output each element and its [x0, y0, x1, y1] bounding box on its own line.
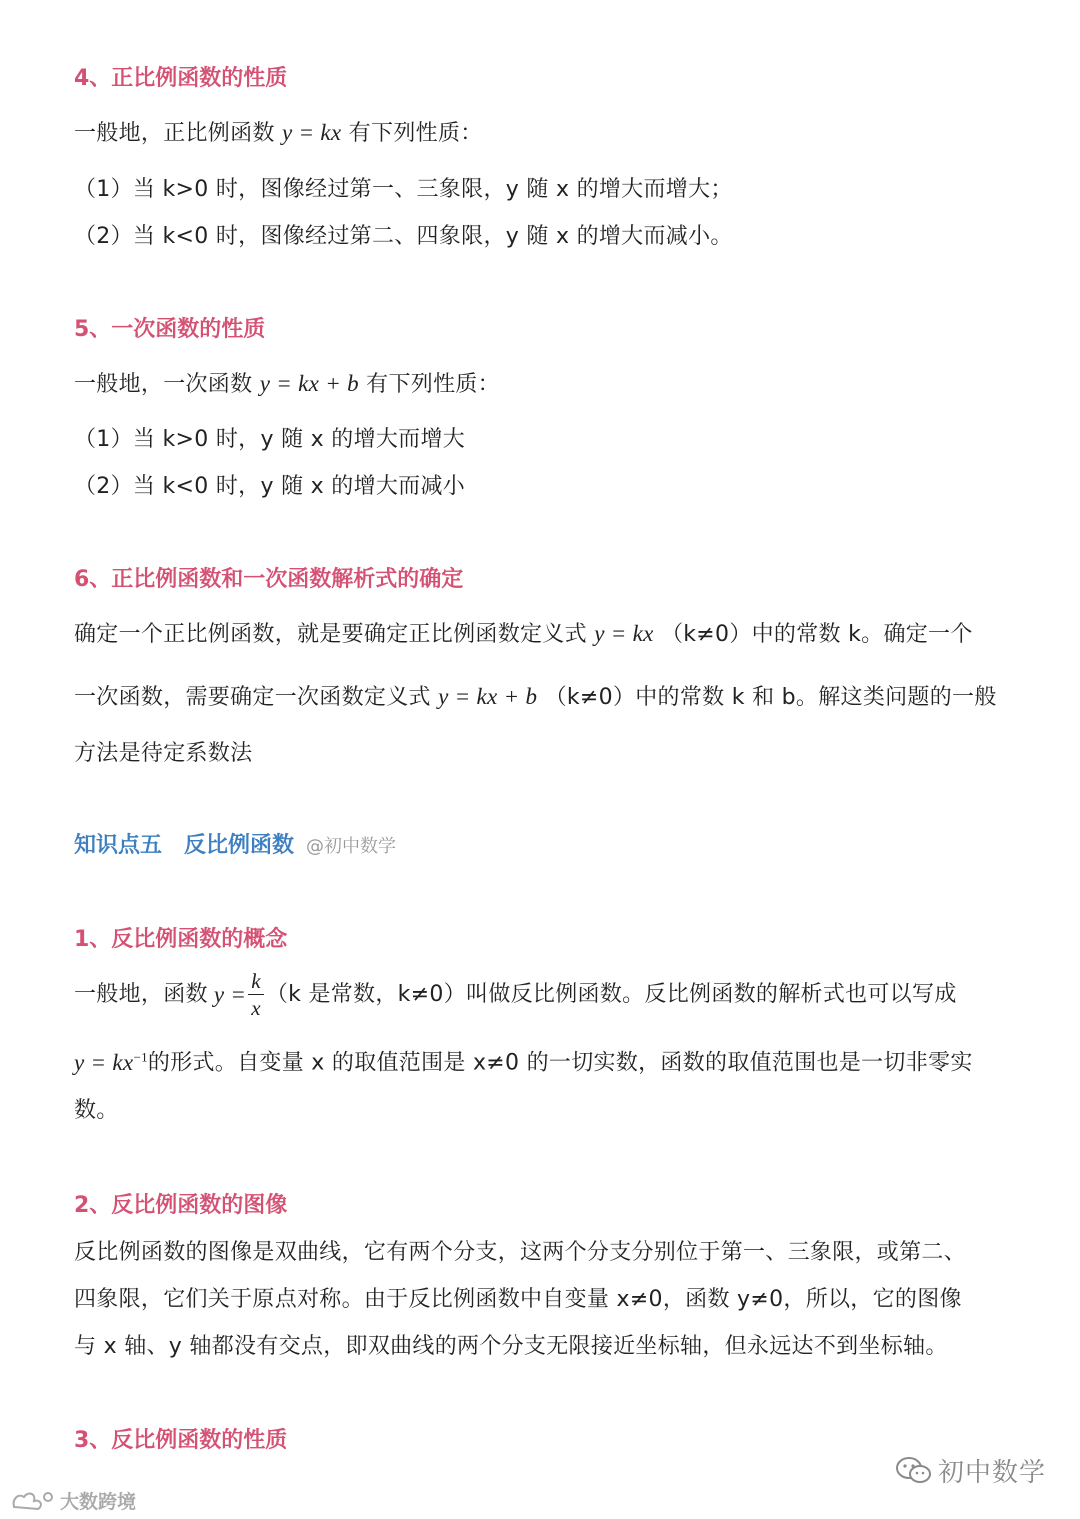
inverse-2-line-3: 与 x 轴、y 轴都没有交点，即双曲线的两个分支无限接近坐标轴，但永远达不到坐标轴。: [74, 1334, 948, 1359]
section-5-item-1: （1）当 k>0 时，y 随 x 的增大而增大: [74, 427, 466, 452]
section-5-intro: [74, 369, 1034, 400]
section-5-heading: 5、一次函数的性质: [74, 317, 266, 342]
formula-base: y = kx: [74, 1049, 134, 1075]
intro-text: 有下列性质：: [366, 372, 500, 397]
knowledge-point-heading: [74, 831, 1034, 862]
section-4-item-1: （1）当 k>0 时，图像经过第一、三象限，y 随 x 的增大而增大；: [74, 177, 733, 202]
fraction-denominator: x: [251, 996, 261, 1020]
formula: [74, 1050, 148, 1075]
paragraph-text: 一次函数，需要确定一次函数定义式: [74, 685, 431, 710]
inverse-1-line-2: [74, 1042, 1034, 1079]
inverse-2-line-1: 反比例函数的图像是双曲线，它有两个分支，这两个分支分别位于第一、三象限，或第二、: [74, 1240, 967, 1265]
intro-text: 一般地，正比例函数: [74, 121, 275, 146]
formula: y = kx: [282, 120, 342, 145]
section-6-heading: 6、正比例函数和一次函数解析式的确定: [74, 567, 464, 592]
formula-exponent: −1: [133, 1049, 148, 1064]
intro-text: 一般地，一次函数: [74, 372, 253, 397]
section-5-item-2: （2）当 k<0 时，y 随 x 的增大而减小: [74, 474, 466, 499]
paragraph-text: （k 是常数，k≠0）叫做反比例函数。反比例函数的解析式也可以写成: [265, 982, 957, 1007]
paragraph-text: （k≠0）中的常数 k。确定一个: [660, 622, 973, 647]
author-tag: @初中数学: [306, 836, 397, 857]
fraction: [248, 971, 264, 1019]
fraction-numerator: k: [248, 971, 264, 995]
section-6-line-3: 方法是待定系数法: [74, 741, 253, 766]
section-6-line-1: [74, 619, 1034, 650]
watermark-text: 大数跨境: [60, 1491, 137, 1513]
wechat-watermark: [894, 1452, 1046, 1489]
paragraph-text: 一般地，函数: [74, 982, 208, 1007]
kp-title: 反比例函数: [184, 833, 295, 858]
wechat-icon: [894, 1454, 934, 1488]
formula: y =: [213, 982, 247, 1007]
kp-label: 知识点五: [74, 833, 163, 858]
watermark-text: 初中数学: [937, 1458, 1046, 1488]
section-6-line-2: [74, 682, 1034, 713]
section-4-intro: [74, 118, 1034, 149]
logo-icon: [10, 1489, 56, 1513]
inverse-1-heading: 1、反比例函数的概念: [74, 927, 288, 952]
paragraph-text: （k≠0）中的常数 k 和 b。解这类问题的一般: [544, 685, 997, 710]
formula: y = kx + b: [438, 684, 538, 709]
section-4-item-2: （2）当 k<0 时，图像经过第二、四象限，y 随 x 的增大而减小。: [74, 224, 733, 249]
inverse-1-line-1: [74, 969, 1034, 1021]
inverse-1-line-3: 数。: [74, 1098, 119, 1123]
inverse-3-heading: 3、反比例函数的性质: [74, 1428, 288, 1453]
formula: y = kx + b: [259, 371, 359, 396]
formula: y = kx: [594, 621, 654, 646]
site-watermark: [10, 1487, 136, 1514]
intro-text: 有下列性质：: [348, 121, 483, 146]
paragraph-text: 确定一个正比例函数，就是要确定正比例函数定义式: [74, 622, 587, 647]
inverse-2-heading: 2、反比例函数的图像: [74, 1193, 288, 1218]
inverse-2-line-2: 四象限，它们关于原点对称。由于反比例函数中自变量 x≠0，函数 y≠0，所以，它的图像: [74, 1287, 962, 1312]
paragraph-text: 的形式。自变量 x 的取值范围是 x≠0 的一切实数，函数的取值范围也是一切非零实: [147, 1050, 973, 1076]
section-4-heading: 4、正比例函数的性质: [74, 66, 288, 91]
